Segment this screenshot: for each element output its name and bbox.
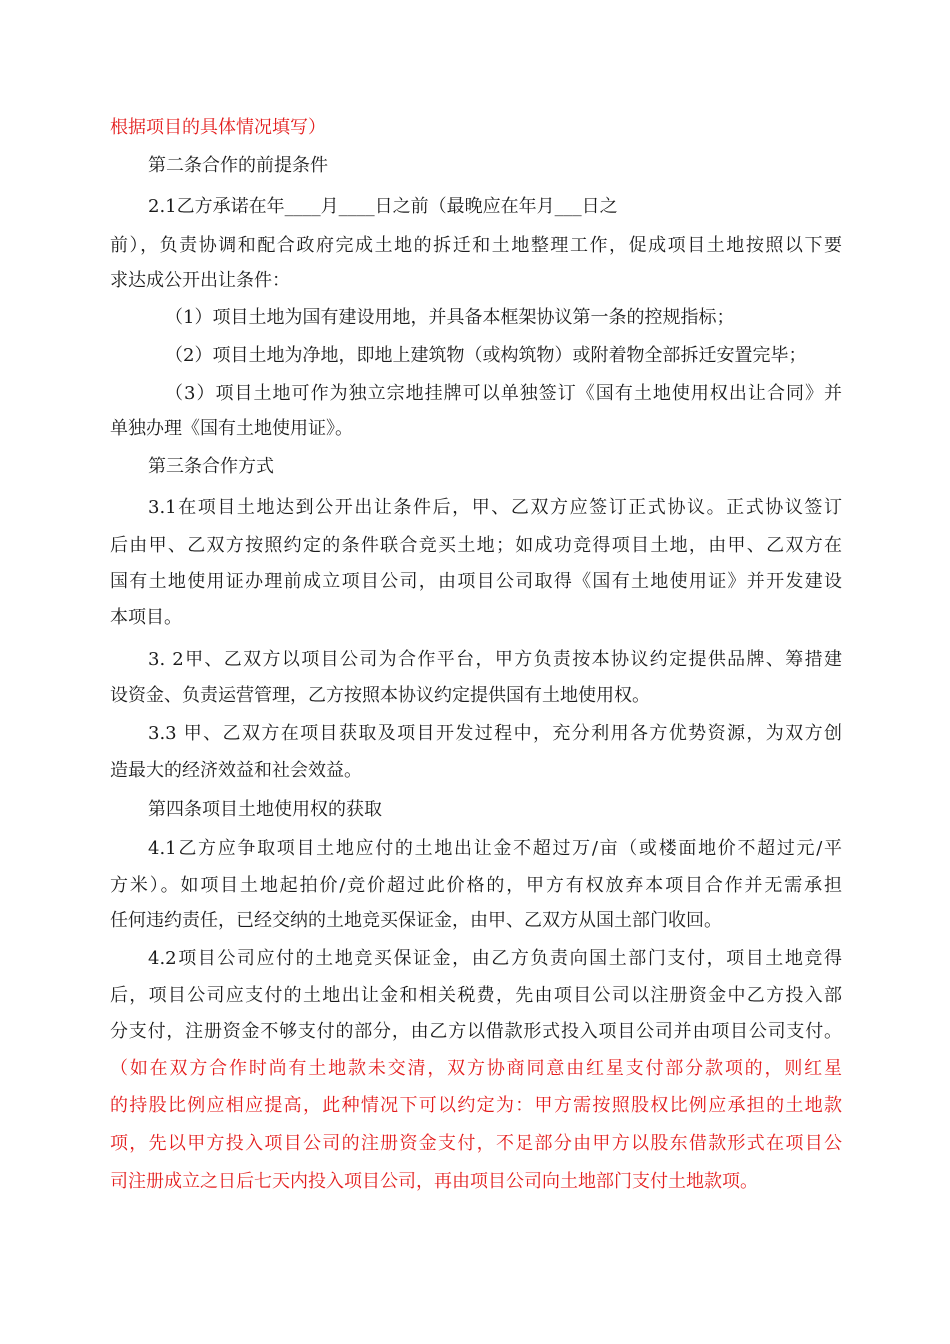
- condition-3-line-1: （3）项目土地可作为独立宗地挂牌可以单独签订《国有土地使用权出让合同》并: [165, 383, 842, 404]
- clause-3-2-line-2: 设资金、负责运营管理，乙方按照本协议约定提供国有土地使用权。: [110, 685, 650, 706]
- clause-3-1-line-4: 本项目。: [110, 607, 182, 628]
- clause-4-1-line-3: 任何违约责任，已经交纳的土地竞买保证金，由甲、乙双方从国土部门收回。: [110, 910, 722, 931]
- condition-3-line-2: 单独办理《国有土地使用证》。: [110, 418, 353, 439]
- clause-3-3-line-2: 造最大的经济效益和社会效益。: [110, 760, 362, 781]
- heading-article-3: 第三条合作方式: [148, 456, 274, 477]
- clause-3-1-line-1: 3.1在项目土地达到公开出让条件后，甲、乙双方应签订正式协议。正式协议签订: [148, 497, 842, 518]
- note-line-3: 项，先以甲方投入项目公司的注册资金支付，不足部分由甲方以股东借款形式在项目公: [110, 1133, 842, 1154]
- text-line-note-end: 根据项目的具体情况填写）: [110, 117, 326, 138]
- clause-2-1-line-1: 2.1乙方承诺在年____月____日之前（最晚应在年月___日之: [148, 196, 618, 217]
- heading-article-4: 第四条项目土地使用权的获取: [148, 799, 382, 820]
- condition-1: （1）项目土地为国有建设用地，并具备本框架协议第一条的控规指标；: [165, 307, 735, 328]
- condition-2: （2）项目土地为净地，即地上建筑物（或构筑物）或附着物全部拆迁安置完毕；: [165, 345, 807, 366]
- clause-3-2-line-1: 3. 2甲、乙双方以项目公司为合作平台，甲方负责按本协议约定提供品牌、筹措建: [148, 649, 842, 670]
- heading-article-2: 第二条合作的前提条件: [148, 155, 328, 176]
- note-line-4: 司注册成立之日后七天内投入项目公司，再由项目公司向土地部门支付土地款项。: [110, 1171, 758, 1192]
- clause-4-1-line-1: 4.1乙方应争取项目土地应付的土地出让金不超过万/亩（或楼面地价不超过元/平: [148, 838, 842, 859]
- clause-2-1-line-2: 前），负责协调和配合政府完成土地的拆迁和土地整理工作，促成项目土地按照以下要: [110, 235, 842, 256]
- clause-4-2-line-3: 分支付，注册资金不够支付的部分，由乙方以借款形式投入项目公司并由项目公司支付。: [110, 1021, 842, 1042]
- note-line-1: （如在双方合作时尚有土地款未交清，双方协商同意由红星支付部分款项的，则红星: [110, 1058, 842, 1079]
- clause-2-1-line-3: 求达成公开出让条件：: [110, 270, 290, 291]
- note-line-2: 的持股比例应相应提高，此种情况下可以约定为：甲方需按照股权比例应承担的土地款: [110, 1095, 842, 1116]
- clause-3-3-line-1: 3.3 甲、乙双方在项目获取及项目开发过程中，充分利用各方优势资源，为双方创: [148, 723, 842, 744]
- clause-4-2-line-1: 4.2项目公司应付的土地竞买保证金，由乙方负责向国土部门支付，项目土地竞得: [148, 948, 842, 969]
- clause-4-2-line-2: 后，项目公司应支付的土地出让金和相关税费，先由项目公司以注册资金中乙方投入部: [110, 985, 842, 1006]
- clause-3-1-line-2: 后由甲、乙双方按照约定的条件联合竞买土地；如成功竞得项目土地，由甲、乙双方在: [110, 535, 842, 556]
- clause-3-1-line-3: 国有土地使用证办理前成立项目公司，由项目公司取得《国有土地使用证》并开发建设: [110, 571, 842, 592]
- clause-4-1-line-2: 方米）。如项目土地起拍价/竞价超过此价格的，甲方有权放弃本项目合作并无需承担: [110, 875, 842, 896]
